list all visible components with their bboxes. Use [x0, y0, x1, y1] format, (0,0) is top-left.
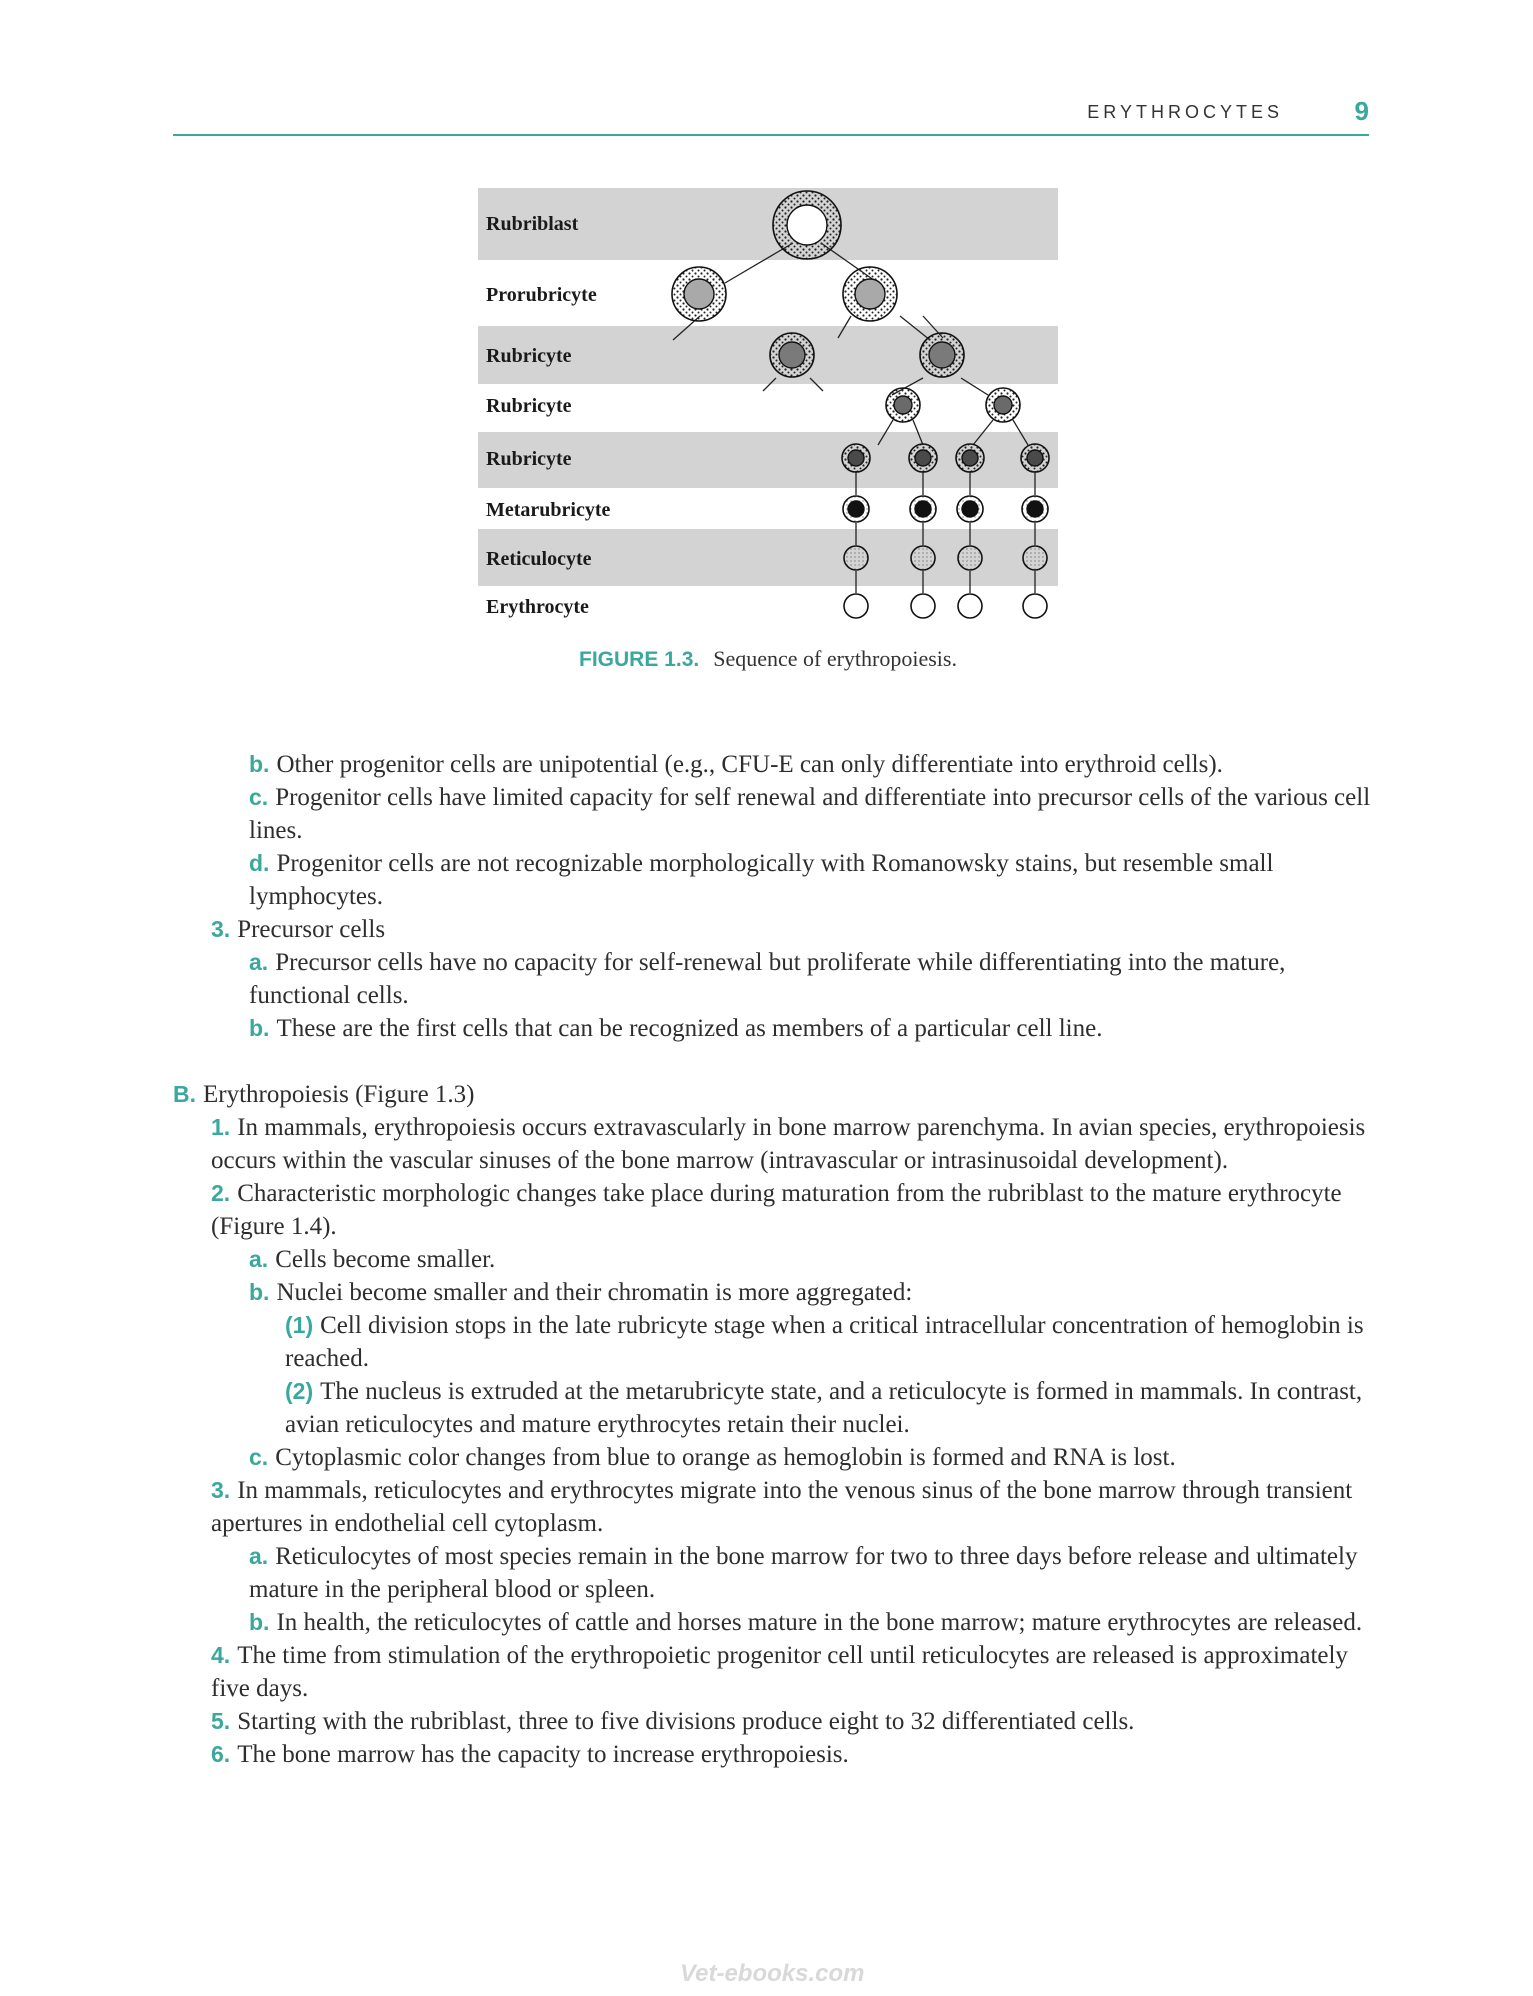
list-item — [173, 1375, 1373, 1441]
list-item-label: 6. — [211, 1741, 231, 1767]
list-item-text: The nucleus is extruded at the metarubricyte state, and a reticulocyte is formed in mammals. In contrast, avian reticulocytes and mature erythrocytes retain their nuclei. — [285, 1378, 1363, 1438]
list-item-text: These are the first cells that can be recognized as members of a particular cell line. — [276, 1015, 1103, 1042]
cell-icon — [770, 333, 814, 377]
cell-icon — [909, 444, 937, 472]
stage-label: Erythrocyte — [486, 596, 589, 618]
list-item-text: Reticulocytes of most species remain in the bone marrow for two to three days before release and ultimately mature in the peripheral blood or spleen. — [249, 1543, 1358, 1603]
list-item — [173, 1012, 1373, 1045]
list-item-text: In health, the reticulocytes of cattle and horses mature in the bone marrow; mature erythrocytes are released. — [276, 1609, 1363, 1636]
list-item-label: d. — [249, 850, 270, 876]
list-item-text: Precursor cells have no capacity for self-renewal but proliferate while differentiating into the mature, functional cells. — [249, 949, 1286, 1009]
list-item-text: The time from stimulation of the erythropoietic progenitor cell until reticulocytes are released is approximately five days. — [211, 1642, 1348, 1702]
list-item-label: 5. — [211, 1708, 231, 1734]
erythropoiesis-diagram — [478, 188, 1058, 628]
list-item — [173, 946, 1373, 1012]
cell-icon — [773, 191, 841, 259]
list-item — [173, 913, 1373, 946]
list-item-label: c. — [249, 784, 269, 810]
cell-icon — [920, 333, 964, 377]
cell-icon — [986, 388, 1020, 422]
list-item — [173, 1276, 1373, 1309]
cell-icon — [1022, 496, 1048, 522]
list-item-text: In mammals, erythropoiesis occurs extravascularly in bone marrow parenchyma. In avian species, erythropoiesis occurs within the vascular sinuses of the bone marrow (intravascular or intrasinusoidal development). — [211, 1114, 1366, 1174]
list-item-text: Progenitor cells are not recognizable morphologically with Romanowsky stains, but resemble small lymphocytes. — [249, 850, 1274, 910]
figure-caption-text: Sequence of erythropoiesis. — [713, 646, 957, 671]
list-item-label: 3. — [211, 1477, 231, 1503]
list-item-text: Other progenitor cells are unipotential (e.g., CFU-E can only differentiate into erythroid cells). — [276, 751, 1223, 778]
list-item — [173, 1540, 1373, 1606]
list-item-label: (2) — [285, 1378, 314, 1404]
stage-label: Metarubricyte — [486, 499, 611, 521]
list-item-text: In mammals, reticulocytes and erythrocytes migrate into the venous sinus of the bone marrow through transient apertures in endothelial cell cytoplasm. — [211, 1477, 1353, 1537]
stage-label: Prorubricyte — [486, 284, 597, 306]
cell-icon — [886, 388, 920, 422]
stage-label: Reticulocyte — [486, 548, 592, 570]
list-item-text: Characteristic morphologic changes take place during maturation from the rubriblast to the mature erythrocyte (Figure 1.4). — [211, 1180, 1342, 1240]
list-item-text: Cell division stops in the late rubricyte stage when a critical intracellular concentration of hemoglobin is reached. — [285, 1312, 1364, 1372]
page-number: 9 — [1354, 96, 1369, 126]
list-item-text: Cytoplasmic color changes from blue to orange as hemoglobin is formed and RNA is lost. — [275, 1444, 1176, 1471]
cell-icon — [842, 444, 870, 472]
cell-icon — [1023, 594, 1047, 618]
cell-icon — [910, 496, 936, 522]
list-item — [173, 1474, 1373, 1540]
list-item-label: c. — [249, 1444, 269, 1470]
list-item-text: Erythropoiesis (Figure 1.3) — [203, 1081, 475, 1108]
stage-label: Rubricyte — [486, 345, 572, 367]
list-item-text: Nuclei become smaller and their chromatin is more aggregated: — [276, 1279, 913, 1306]
stage-label: Rubricyte — [486, 448, 572, 470]
list-item — [173, 1177, 1373, 1243]
list-item — [173, 1705, 1373, 1738]
cell-icon — [958, 546, 982, 570]
cell-icon — [844, 546, 868, 570]
page-header — [173, 98, 1369, 136]
cell-icon — [911, 594, 935, 618]
stage-label: Rubriblast — [486, 213, 579, 235]
cell-icon — [844, 594, 868, 618]
cell-icon — [843, 496, 869, 522]
cell-icon — [1021, 444, 1049, 472]
list-item — [173, 1606, 1373, 1639]
cell-icon — [672, 267, 726, 321]
list-item-text: The bone marrow has the capacity to increase erythropoiesis. — [237, 1741, 849, 1768]
cell-icon — [958, 594, 982, 618]
running-head: ERYTHROCYTES — [1087, 102, 1283, 122]
figure-caption — [478, 646, 1058, 672]
list-item-label: B. — [173, 1081, 196, 1107]
list-item — [173, 1243, 1373, 1276]
list-item — [173, 1309, 1373, 1375]
list-item — [173, 1738, 1373, 1771]
figure-caption-label: FIGURE 1.3. — [579, 648, 700, 671]
body-text — [173, 748, 1373, 1771]
list-item — [173, 781, 1373, 847]
list-item — [173, 847, 1373, 913]
cell-icon — [911, 546, 935, 570]
list-item-label: a. — [249, 1246, 269, 1272]
cell-icon — [843, 267, 897, 321]
list-item — [173, 1441, 1373, 1474]
list-item — [173, 1078, 1373, 1111]
list-item-label: b. — [249, 1279, 270, 1305]
list-item-label: 4. — [211, 1642, 231, 1668]
cell-icon — [957, 496, 983, 522]
list-item-label: b. — [249, 1609, 270, 1635]
list-item-label: b. — [249, 751, 270, 777]
cell-icon — [1023, 546, 1047, 570]
list-item-text: Cells become smaller. — [275, 1246, 496, 1273]
list-item-text: Precursor cells — [237, 916, 386, 943]
list-item — [173, 748, 1373, 781]
list-item-text: Starting with the rubriblast, three to five divisions produce eight to 32 differentiated cells. — [237, 1708, 1135, 1735]
list-item-label: 2. — [211, 1180, 231, 1206]
list-item-label: a. — [249, 949, 269, 975]
list-item-label: 3. — [211, 916, 231, 942]
list-item-label: (1) — [285, 1312, 314, 1338]
watermark: Vet-ebooks.com — [680, 1960, 865, 1987]
list-item — [173, 1111, 1373, 1177]
list-item-label: 1. — [211, 1114, 231, 1140]
stage-label: Rubricyte — [486, 395, 572, 417]
list-item-label: a. — [249, 1543, 269, 1569]
erythropoiesis-figure — [478, 188, 1058, 628]
cell-icon — [956, 444, 984, 472]
list-item — [173, 1639, 1373, 1705]
list-item-label: b. — [249, 1015, 270, 1041]
list-item-text: Progenitor cells have limited capacity for self renewal and differentiate into precursor cells of the various cell lines. — [249, 784, 1371, 844]
